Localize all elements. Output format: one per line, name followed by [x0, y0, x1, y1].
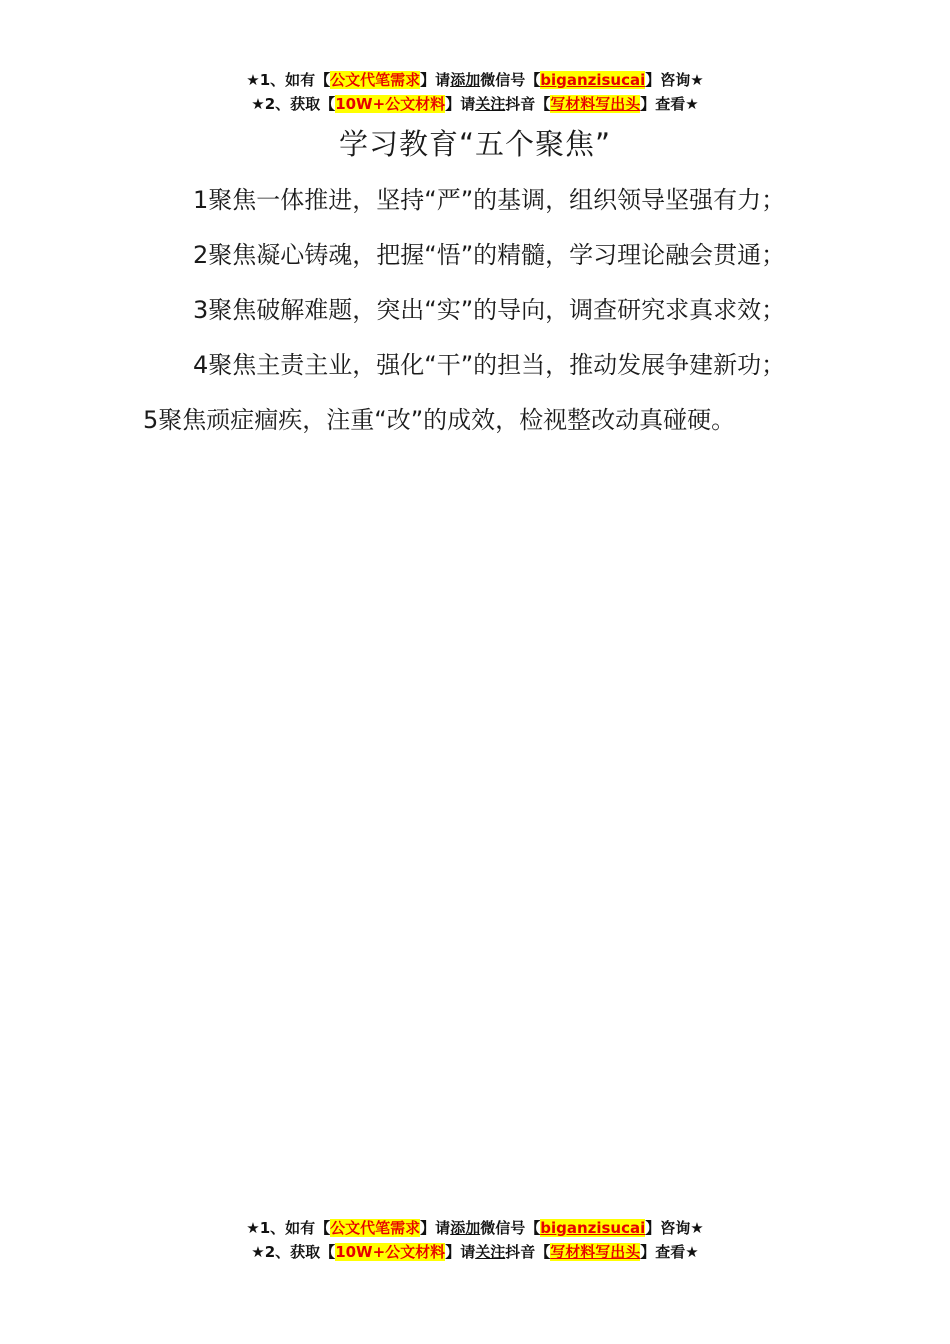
promo-text: ★1、如有【 [246, 71, 331, 89]
promo-text: 】请 [420, 1219, 451, 1237]
bottom-promo-banner [0, 1216, 950, 1264]
promo-text: ★2、获取【 [251, 1243, 336, 1261]
paragraph-4: 4聚焦主责主业，强化“干”的担当，推动发展争建新功； [193, 351, 786, 379]
promo-text: 抖音【 [505, 1243, 551, 1261]
promo-text: 微信号【 [480, 71, 541, 89]
promo-line-1 [0, 68, 950, 92]
promo-highlight: 公文代笔需求 [330, 1219, 421, 1237]
promo-line-2 [0, 1240, 950, 1264]
promo-text: 】查看★ [640, 95, 699, 113]
promo-text: 】查看★ [640, 1243, 699, 1261]
promo-highlight: 10W+公文材料 [335, 1243, 446, 1261]
promo-highlight: 10W+公文材料 [335, 95, 446, 113]
paragraph-1: 1聚焦一体推进，坚持“严”的基调，组织领导坚强有力； [193, 186, 786, 214]
promo-text: 】咨询★ [645, 1219, 704, 1237]
promo-text: 】请 [445, 1243, 476, 1261]
promo-text: 抖音【 [505, 95, 551, 113]
promo-text: ★1、如有【 [246, 1219, 331, 1237]
promo-text: 微信号【 [480, 1219, 541, 1237]
promo-underlined: 添加 [450, 71, 481, 89]
promo-text: 】请 [445, 95, 476, 113]
promo-text: ★2、获取【 [251, 95, 336, 113]
douyin-id-highlight: 写材料写出头 [550, 95, 641, 113]
promo-highlight: 公文代笔需求 [330, 71, 421, 89]
promo-line-1 [0, 1216, 950, 1240]
document-title: 学习教育“五个聚焦” [338, 127, 612, 161]
promo-underlined: 关注 [475, 95, 506, 113]
promo-underlined: 添加 [450, 1219, 481, 1237]
document-body [143, 178, 808, 453]
wechat-id-highlight: biganzisucai [540, 71, 646, 89]
paragraph-5: 5聚焦顽症痼疾，注重“改”的成效，检视整改动真碰硬。 [143, 406, 736, 434]
wechat-id-highlight: biganzisucai [540, 1219, 646, 1237]
promo-underlined: 关注 [475, 1243, 506, 1261]
top-promo-banner [0, 68, 950, 116]
paragraph-2: 2聚焦凝心铸魂，把握“悟”的精髓，学习理论融会贯通； [193, 241, 786, 269]
douyin-id-highlight: 写材料写出头 [550, 1243, 641, 1261]
promo-text: 】请 [420, 71, 451, 89]
paragraph-3: 3聚焦破解难题，突出“实”的导向，调查研究求真求效； [193, 296, 786, 324]
promo-line-2 [0, 92, 950, 116]
promo-text: 】咨询★ [645, 71, 704, 89]
